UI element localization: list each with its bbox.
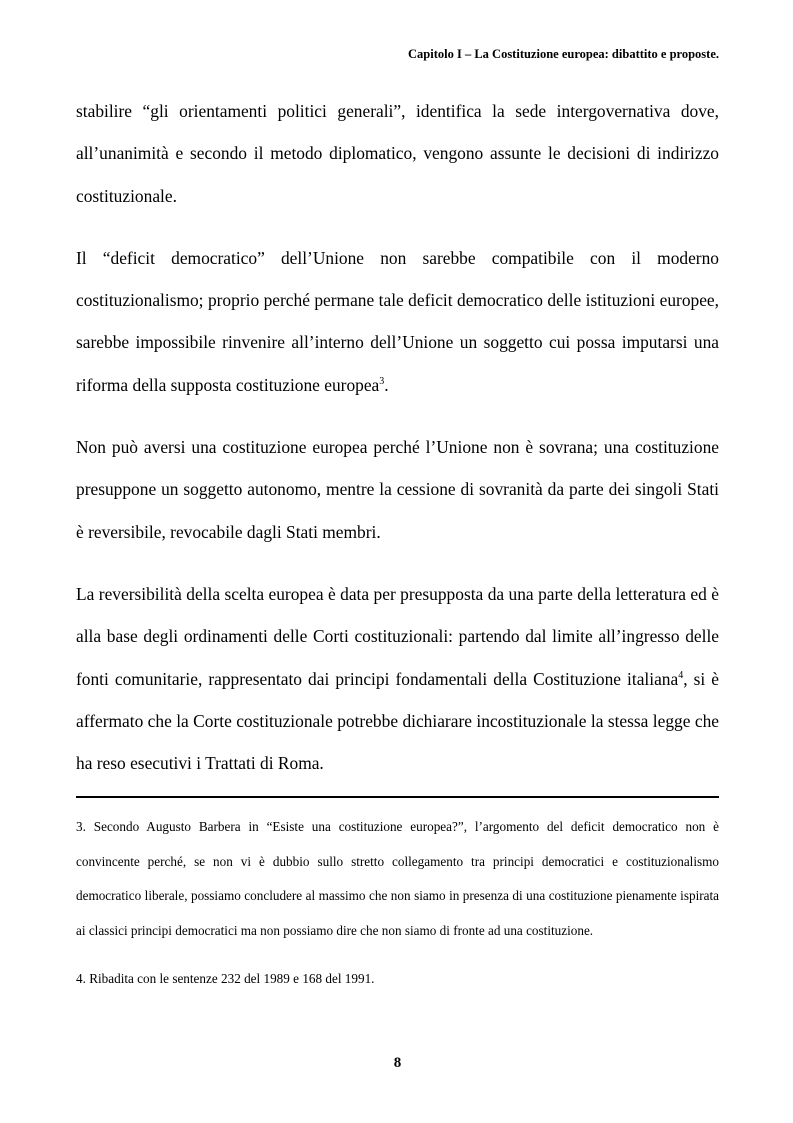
footnote-ref-4[interactable]: 4 (678, 669, 684, 681)
footnote-separator (76, 796, 719, 798)
footnotes (76, 810, 719, 1011)
paragraph-2-text-end: . (384, 374, 389, 395)
paragraph-4-text-end: , si è affermato che la Corte costituzionale potrebbe dichiarare incostituzionale la stessa legge che ha reso esecutivi i Trattati di Roma. (76, 668, 719, 774)
paragraph-2 (76, 237, 719, 406)
paragraph-4-text: La reversibilità della scelta europea è data per presupposta da una parte della letteratura ed è alla base degli ordinamenti delle Corti costituzionali: partendo dal limite all’ingresso delle fonti comunitarie, rappresentato dai principi fondamentali della Costituzione italiana (76, 583, 719, 689)
paragraph-3: Non può aversi una costituzione europea perché l’Unione non è sovrana; una costituzione presuppone un soggetto autonomo, mentre la cessione di sovranità da parte dei singoli Stati è reversibile, revocabile dagli Stati membri. (76, 437, 719, 542)
paragraph-4 (76, 573, 719, 784)
paragraph-2-text: Il “deficit democratico” dell’Unione non sarebbe compatibile con il moderno costituzionalismo; proprio perché permane tale deficit democratico delle istituzioni europee, sarebbe impossibile rinvenire all’interno dell’Unione un soggetto cui possa imputarsi una riforma della supposta costituzione europea (76, 247, 719, 395)
paragraph-1: stabilire “gli orientamenti politici generali”, identifica la sede intergovernativa dove, all’unanimità e secondo il metodo diplomatico, vengono assunte le decisioni di indirizzo costituzionale. (76, 101, 719, 206)
footnote-3: 3. Secondo Augusto Barbera in “Esiste una costituzione europea?”, l’argomento del deficit democratico non è convincente perché, se non vi è dubbio sullo stretto collegamento tra principi democratici e costituzionalismo democratico liberale, possiamo concludere al massimo che non siamo in presenza di una costituzione pienamente ispirata ai classici principi democratici ma non possiamo dire che non siamo di fronte ad una costituzione. (76, 819, 719, 938)
footnote-ref-3[interactable]: 3 (379, 375, 385, 387)
footnote-4: 4. Ribadita con le sentenze 232 del 1989 e 168 del 1991. (76, 971, 375, 986)
page-number: 8 (393, 1055, 402, 1071)
running-header: Capitolo I – La Costituzione europea: dibattito e proposte. (408, 47, 719, 61)
body-text (76, 90, 719, 784)
